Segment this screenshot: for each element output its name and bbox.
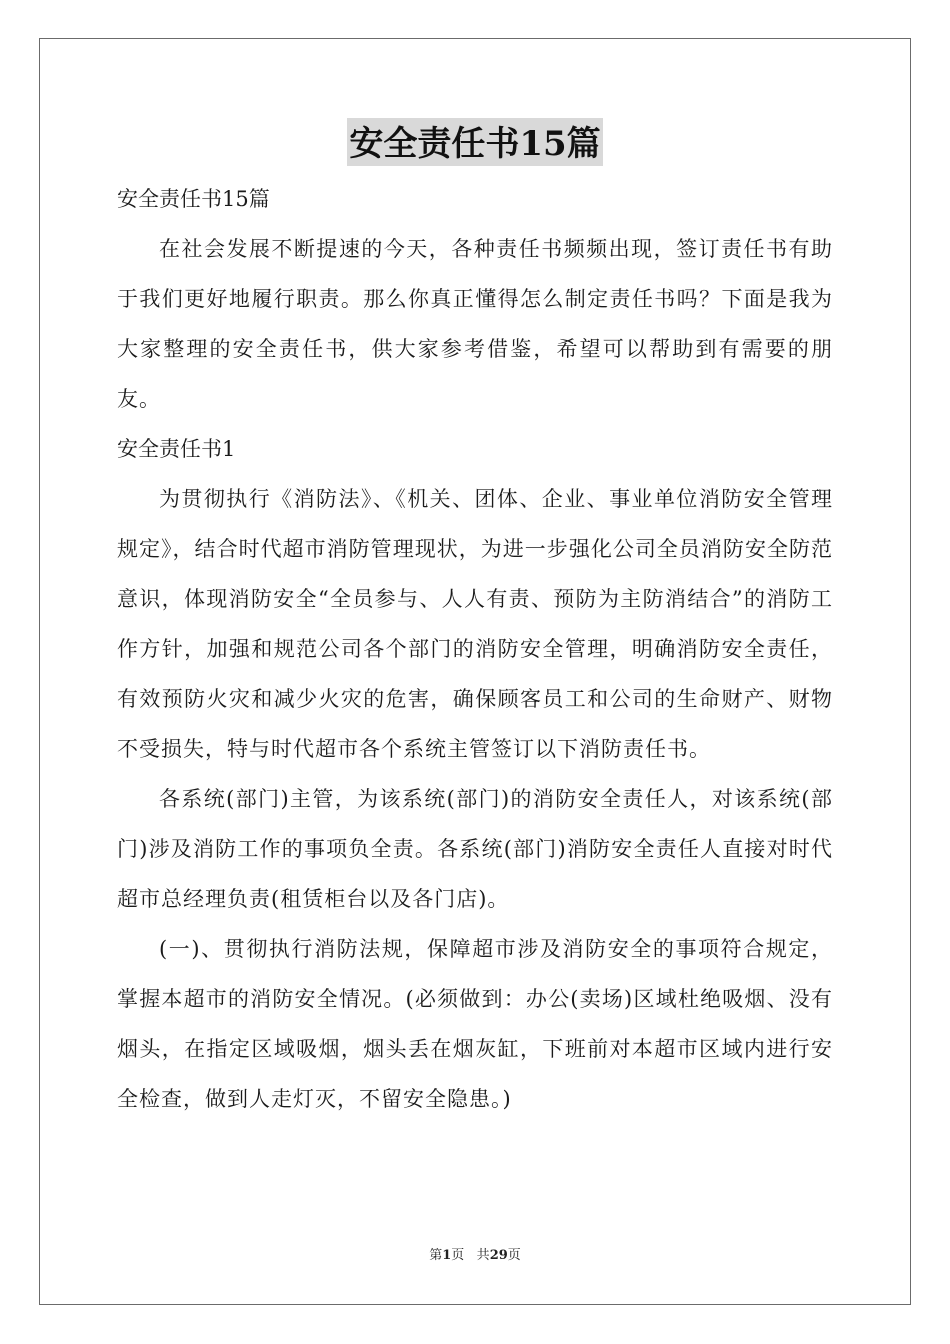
total-suffix: 页 [507, 1248, 521, 1263]
current-page-number: 1 [442, 1248, 452, 1263]
section-paragraph: (一)、贯彻执行消防法规，保障超市涉及消防安全的事项符合规定，掌握本超市的消防安全情况。(必须做到：办公(卖场)区域杜绝吸烟、没有烟头，在指定区域吸烟，烟头丢在烟灰缸，下班前对本超市区域内进行安全检查，做到人走灯灭，不留安全隐患。) [117, 937, 833, 1111]
total-page-count: 29 [489, 1248, 508, 1263]
document-title-text: 安全责任书15篇 [347, 118, 602, 166]
intro-paragraph: 在社会发展不断提速的今天，各种责任书频频出现，签订责任书有助于我们更好地履行职责。那么你真正懂得怎么制定责任书吗？下面是我为大家整理的安全责任书，供大家参考借鉴，希望可以帮助到有需要的朋友。 [117, 237, 833, 411]
page-footer [0, 1248, 950, 1264]
total-prefix: 共 [476, 1248, 490, 1263]
page-prefix: 第 [429, 1248, 443, 1263]
document-title [117, 118, 833, 174]
section-paragraph: 为贯彻执行《消防法》、《机关、团体、企业、事业单位消防安全管理规定》，结合时代超市消防管理现状，为进一步强化公司全员消防安全防范意识，体现消防安全“全员参与、人人有责、预防为主防消结合”的消防工作方针，加强和规范公司各个部门的消防安全管理，明确消防安全责任，有效预防火灾和减少火灾的危害，确保顾客员工和公司的生命财产、财物不受损失，特与时代超市各个系统主管签订以下消防责任书。 [117, 487, 833, 761]
document-body [117, 118, 833, 1124]
section-paragraph: 各系统(部门)主管，为该系统(部门)的消防安全责任人，对该系统(部门)涉及消防工作的事项负全责。各系统(部门)消防安全责任人直接对时代超市总经理负责(租赁柜台以及各门店)。 [117, 787, 833, 911]
page-suffix: 页 [451, 1248, 465, 1263]
section-heading: 安全责任书1 [117, 437, 236, 461]
document-subtitle: 安全责任书15篇 [117, 187, 270, 211]
